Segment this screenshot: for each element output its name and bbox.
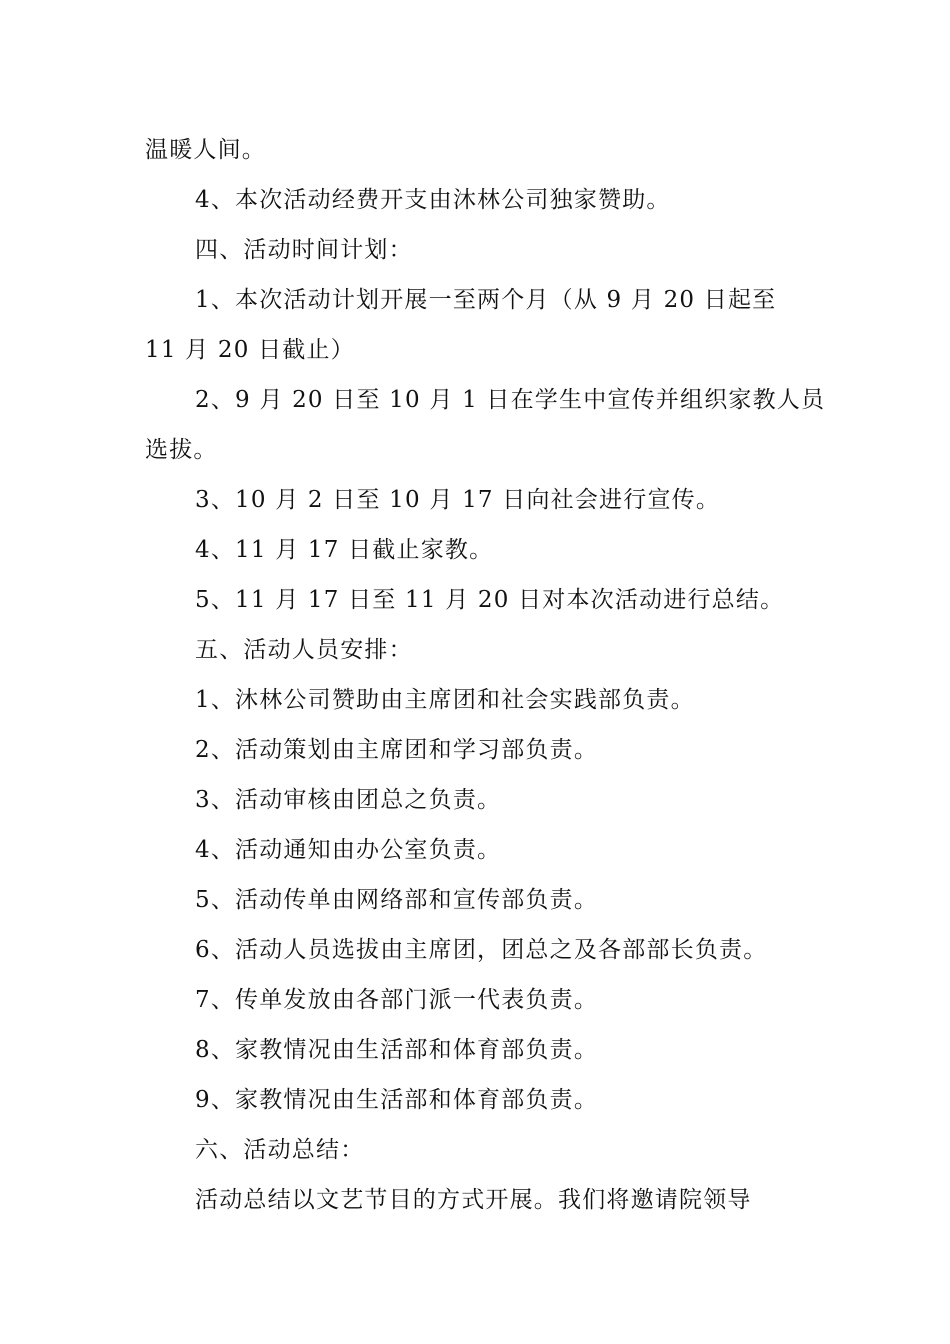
text-line: 5、活动传单由网络部和宣传部负责。 xyxy=(195,887,599,913)
text-line: 4、活动通知由办公室负责。 xyxy=(195,837,502,863)
text-line: 7、传单发放由各部门派一代表负责。 xyxy=(195,987,599,1013)
text-line: 1、本次活动计划开展一至两个月（从 9 月 20 日起至 xyxy=(195,287,777,313)
section-heading: 五、活动人员安排： xyxy=(195,637,413,663)
text-line: 4、11 月 17 日截止家教。 xyxy=(195,537,494,563)
text-line: 4、本次活动经费开支由沐林公司独家赞助。 xyxy=(195,187,671,213)
text-line: 选拔。 xyxy=(145,437,218,463)
text-line: 8、家教情况由生活部和体育部负责。 xyxy=(195,1037,599,1063)
text-line: 3、10 月 2 日至 10 月 17 日向社会进行宣传。 xyxy=(195,487,721,513)
text-line: 9、家教情况由生活部和体育部负责。 xyxy=(195,1087,599,1113)
text-line: 活动总结以文艺节目的方式开展。我们将邀请院领导 xyxy=(195,1187,752,1213)
text-line: 11 月 20 日截止） xyxy=(145,337,355,363)
section-heading: 六、活动总结： xyxy=(195,1137,365,1163)
section-heading: 四、活动时间计划： xyxy=(195,237,413,263)
text-line: 5、11 月 17 日至 11 月 20 日对本次活动进行总结。 xyxy=(195,587,785,613)
text-line: 1、沐林公司赞助由主席团和社会实践部负责。 xyxy=(195,687,695,713)
text-line: 2、活动策划由主席团和学习部负责。 xyxy=(195,737,599,763)
text-line: 温暖人间。 xyxy=(145,137,266,163)
text-line: 2、9 月 20 日至 10 月 1 日在学生中宣传并组织家教人员 xyxy=(195,387,826,413)
text-line: 6、活动人员选拔由主席团，团总之及各部部长负责。 xyxy=(195,937,768,963)
text-line: 3、活动审核由团总之负责。 xyxy=(195,787,502,813)
